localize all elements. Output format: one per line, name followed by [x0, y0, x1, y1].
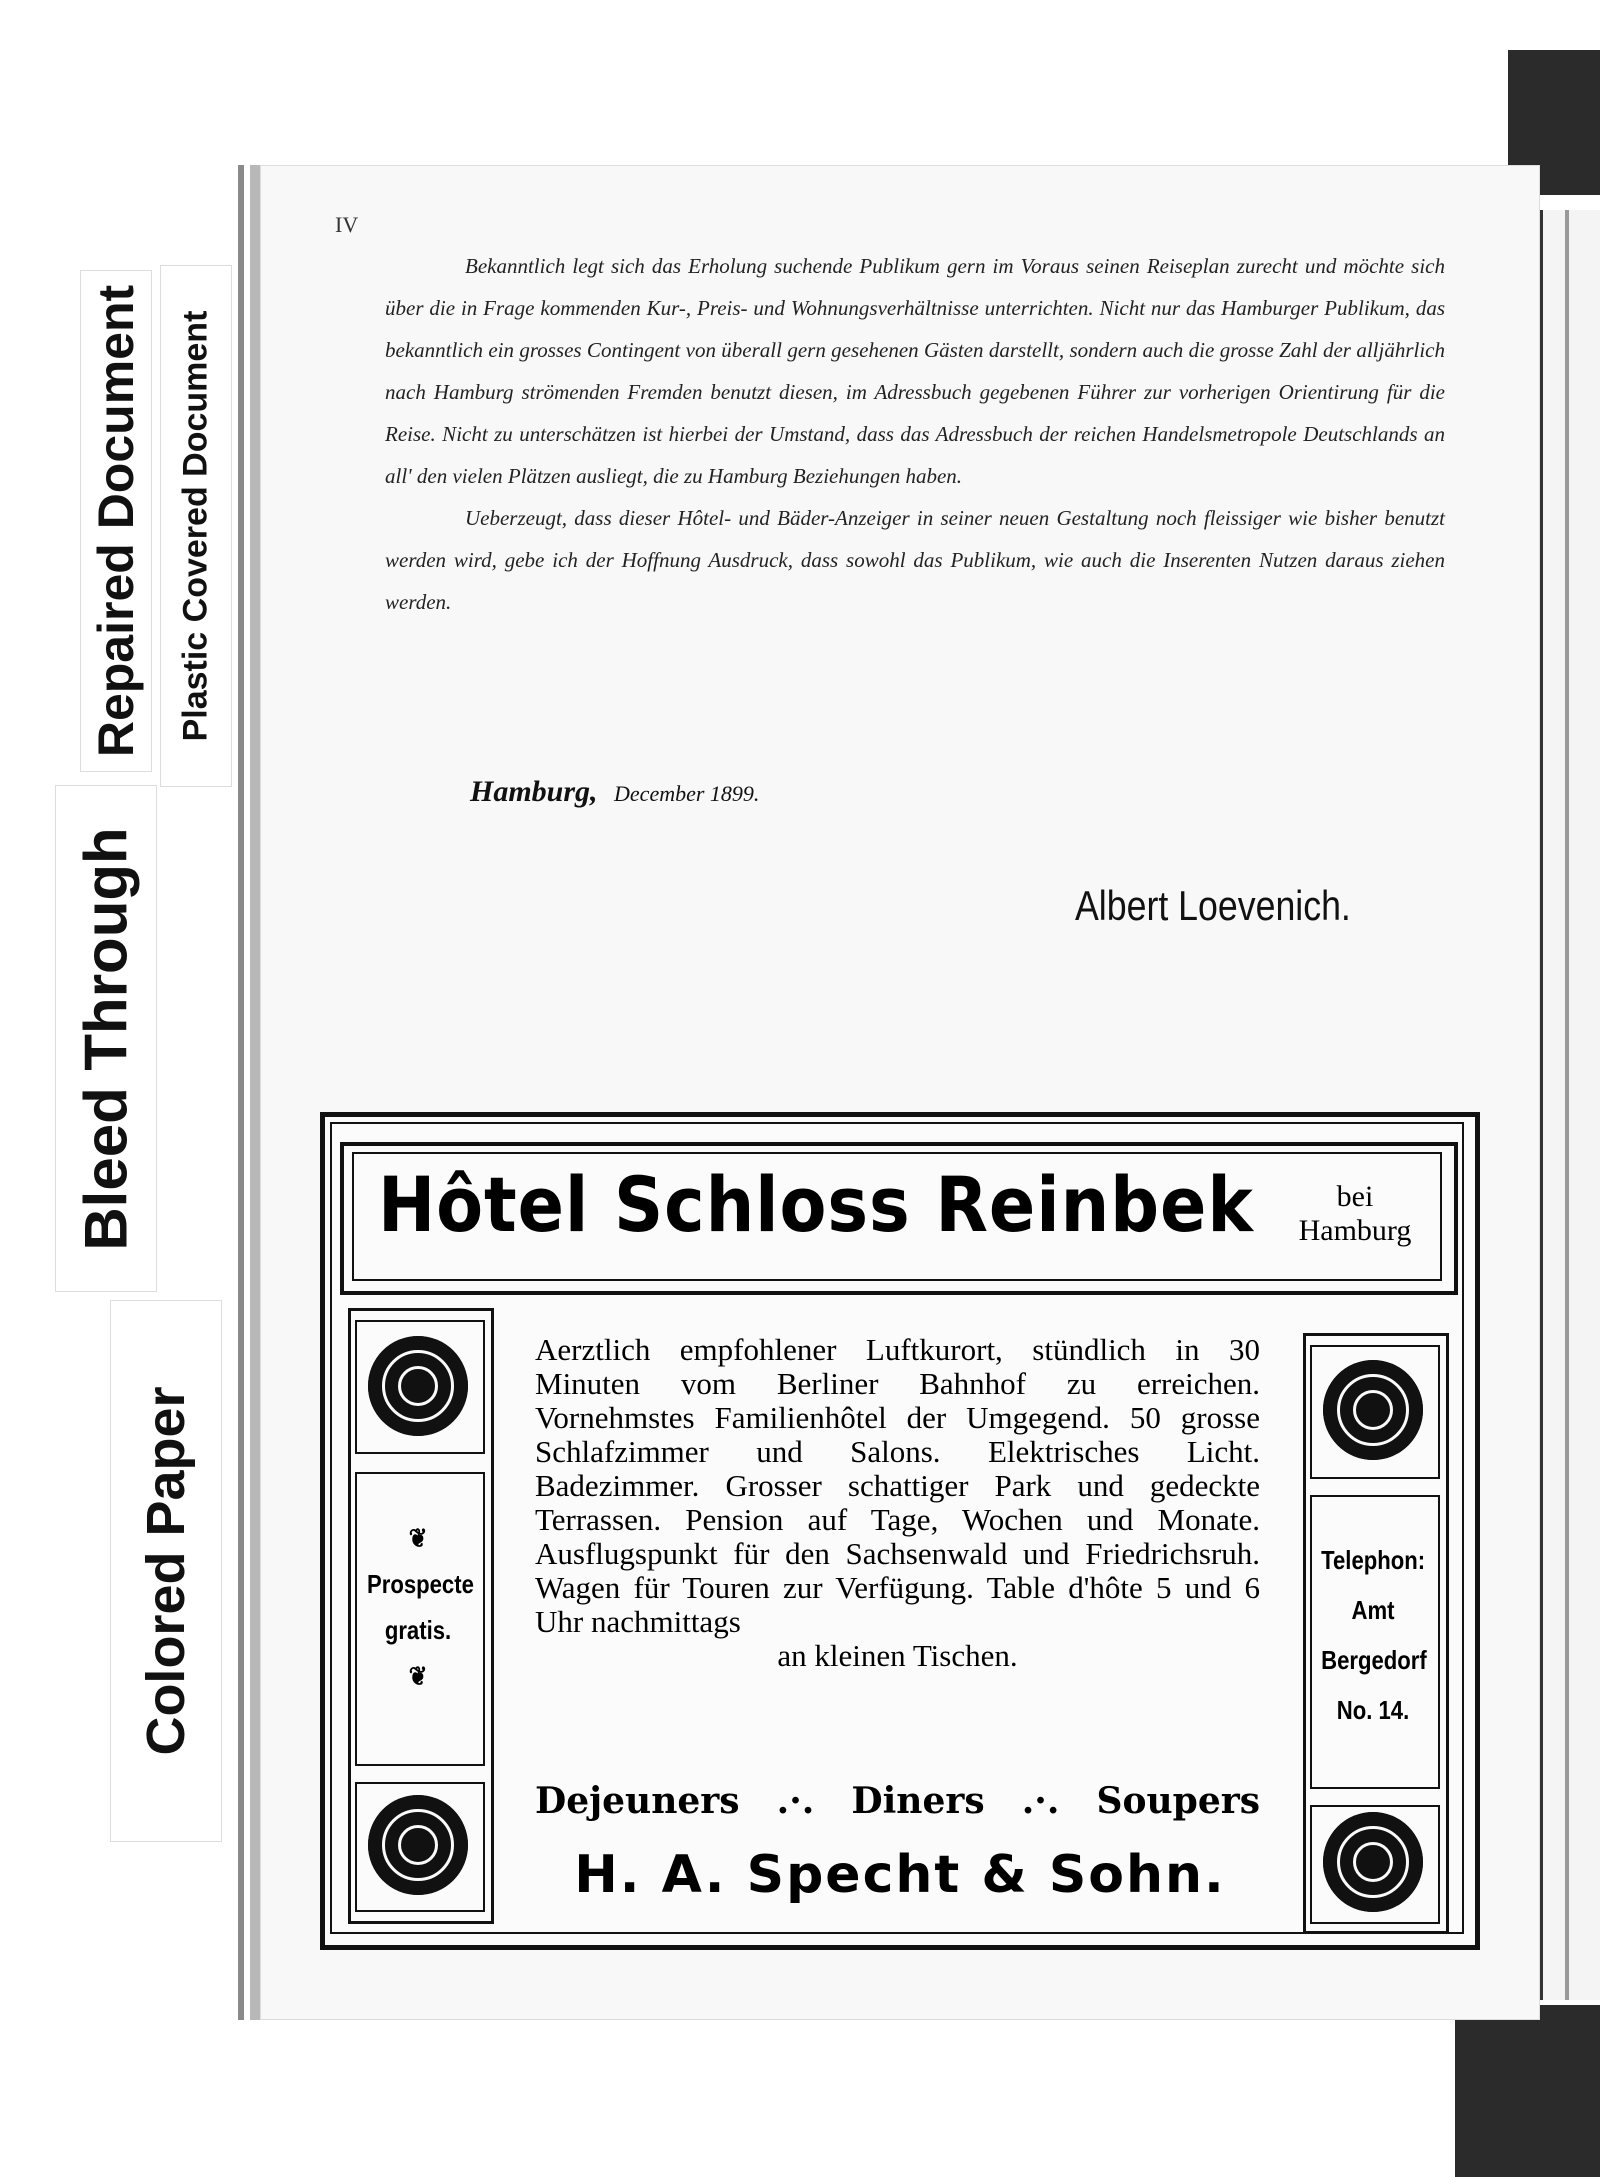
- telephon-line-3: Bergedorf: [1321, 1645, 1427, 1675]
- label-repaired-document: [80, 270, 152, 772]
- hotel-title: Hôtel Schloss Reinbek: [378, 1160, 1254, 1249]
- hotel-location: [1285, 1180, 1425, 1248]
- label-bleed-text: Bleed Through: [72, 826, 140, 1251]
- rose-ornament-icon: [368, 1336, 468, 1436]
- meal-separator: .·.: [1021, 1780, 1060, 1822]
- meal-separator: .·.: [776, 1780, 815, 1822]
- meals-line: [535, 1780, 1260, 1822]
- dateline-date: December 1899.: [614, 781, 760, 806]
- ad-description-main: Aerztlich empfohlener Luftkurort, stündlich in 30 Minuten vom Berliner Bahnhof zu erreichen. Vornehmstes Familienhôtel der Umgegend. 50 grosse Schlafzimmer und Salons. Elektrisches Licht. Badezimmer. Grosser schattiger Park und gedeckte Terrassen. Pension auf Tage, Wochen und Monate. Ausflugspunkt für den Sachsenwald und Friedrichsruh. Wagen für Touren zur Verfügung. Table d'hôte 5 und 6 Uhr nachmittags: [535, 1332, 1260, 1639]
- leaf-ornament-icon: ❦: [408, 1523, 428, 1553]
- ad-description: [535, 1333, 1260, 1673]
- label-plastic-text: Plastic Covered Document: [176, 310, 215, 742]
- signature: Albert Loevenich.: [1075, 882, 1351, 929]
- label-bleed-through: [55, 785, 157, 1292]
- label-repaired-text: Repaired Document: [88, 284, 144, 758]
- page-number: IV: [335, 212, 359, 237]
- owner-name: H. A. Specht & Sohn.: [574, 1845, 1226, 1905]
- scanner-edge-bottom: [1455, 2005, 1600, 2177]
- telephon-block: [1321, 1535, 1425, 1735]
- dateline: [470, 775, 759, 809]
- facing-page-line: [1565, 210, 1569, 2000]
- location-city: Hamburg: [1298, 1214, 1412, 1247]
- label-colored-paper: [110, 1300, 222, 1842]
- location-bei: bei: [1336, 1180, 1374, 1213]
- preface-paragraph-1: Bekanntlich legt sich das Erholung suchende Publikum gern im Voraus seinen Reiseplan zurecht und möchte sich über die in Frage kommenden Kur-, Preis- und Wohnungsverhältnisse unterrichten. Nicht nur das Hamburger Publikum, das bekanntlich ein grosses Contingent von überall gern gesehenen Gästen darstellt, sondern auch die grosse Zahl der alljährlich nach Hamburg strömenden Fremden benutzt diesen, im Adressbuch gegebenen Führer zur vorherigen Orientirung für die Reise. Nicht zu unterschätzen ist hierbei der Umstand, dass das Adressbuch der reichen Handelsmetropole Deutschlands an all' den vielen Plätzen ausliegt, die zu Hamburg Beziehungen haben.: [385, 254, 1445, 488]
- facing-page-edge: [1540, 210, 1600, 2000]
- meal-diners: Diners: [851, 1780, 985, 1822]
- label-plastic-covered-document: [160, 265, 232, 787]
- label-colored-text: Colored Paper: [136, 1386, 196, 1756]
- rose-ornament-icon: [1323, 1812, 1423, 1912]
- meal-soupers: Soupers: [1096, 1780, 1260, 1822]
- prospecte-line-2: gratis.: [384, 1615, 452, 1645]
- rose-ornament-icon: [368, 1795, 468, 1895]
- scan-bottom-margin: [0, 2000, 1470, 2177]
- telephon-line-2: Amt: [1351, 1595, 1395, 1625]
- rose-ornament-icon: [1323, 1360, 1423, 1460]
- leaf-ornament-icon: ❦: [408, 1661, 428, 1691]
- preface-text: [385, 245, 1445, 623]
- ad-description-last: an kleinen Tischen.: [777, 1638, 1018, 1673]
- scan-top-margin: [0, 0, 1600, 50]
- telephon-line-1: Telephon:: [1321, 1545, 1426, 1575]
- meal-dejeuners: Dejeuners: [535, 1780, 740, 1822]
- page-binding-edge: [238, 165, 244, 2020]
- prospecte-line-1: Prospecte: [367, 1569, 474, 1599]
- prospecte-block: [367, 1515, 474, 1699]
- dateline-city: Hamburg,: [470, 775, 598, 808]
- preface-paragraph-2: Ueberzeugt, dass dieser Hôtel- und Bäder-Anzeiger in seiner neuen Gestaltung noch fleissiger wie bisher benutzt werden wird, gebe ich der Hoffnung Ausdruck, dass sowohl das Publikum, wie auch die Inserenten Nutzen daraus ziehen werden.: [385, 506, 1445, 614]
- telephon-line-4: No. 14.: [1336, 1695, 1410, 1725]
